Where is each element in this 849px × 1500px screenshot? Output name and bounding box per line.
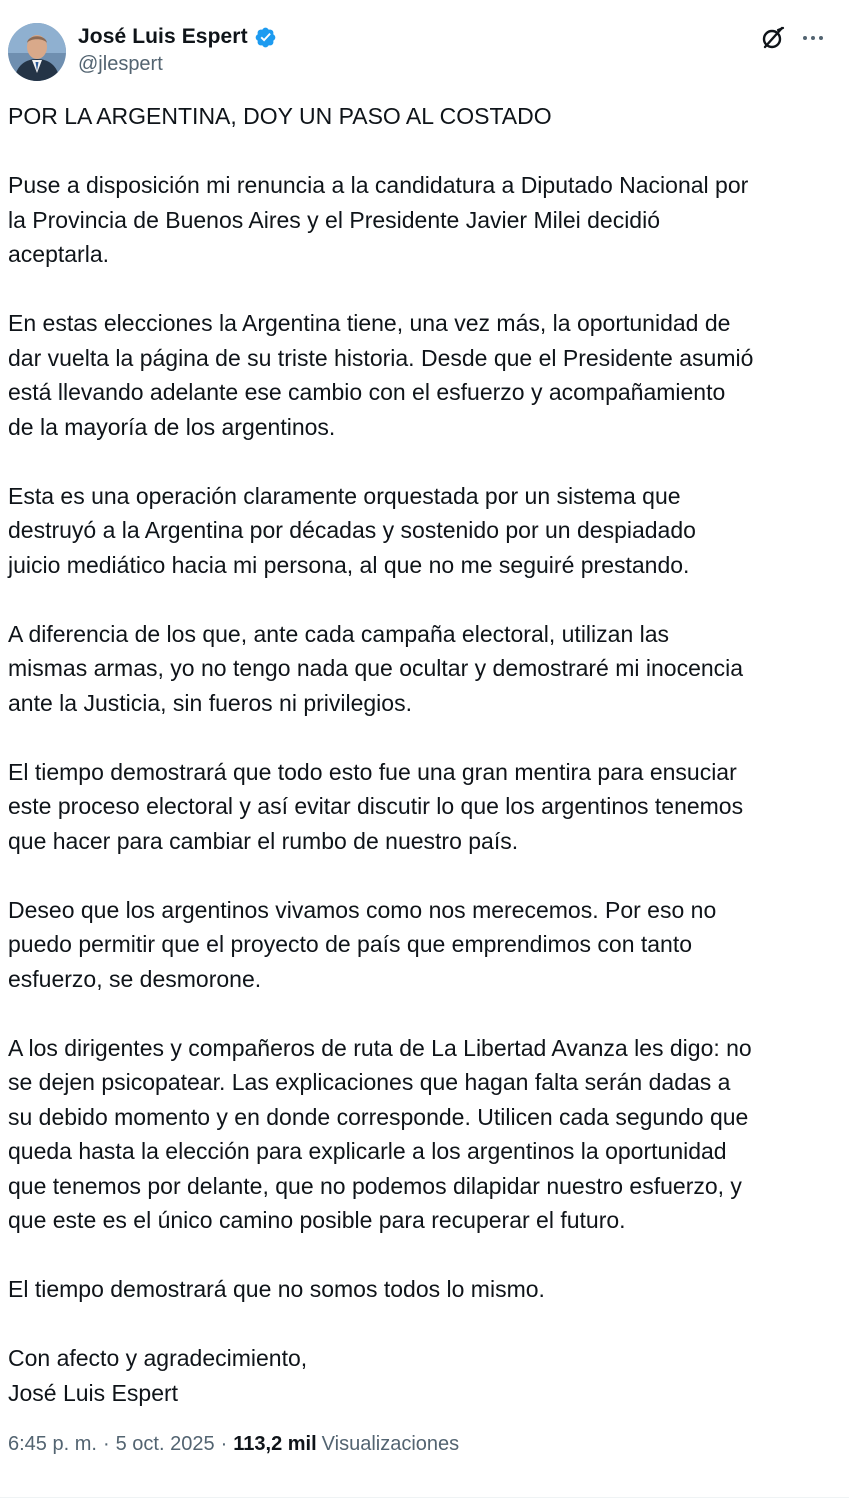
tweet-paragraph: Puse a disposición mi renuncia a la candidatura a Diputado Nacional por la Provincia de Buenos Aires y el Presidente Javier Milei decidió aceptarla. [8,172,749,267]
tweet-timestamp[interactable]: 6:45 p. m. [8,1433,97,1455]
grok-icon [760,25,786,51]
meta-separator: · [102,1433,110,1455]
author-handle[interactable]: @jlespert [78,53,163,75]
tweet-paragraph: En estas elecciones la Argentina tiene, una vez más, la oportunidad de dar vuelta la página de su triste historia. Desde que el Presidente asumió está llevando adelante ese cambio con el esfuerzo y acompañamiento de la mayoría de los argentinos. [8,310,754,440]
tweet-paragraph: El tiempo demostrará que no somos todos lo mismo. [8,1276,545,1302]
tweet-date[interactable]: 5 oct. 2025 [115,1433,215,1455]
tweet-paragraph: Deseo que los argentinos vivamos como nos merecemos. Por eso no puedo permitir que el proyecto de país que emprendimos con tanto esfuerzo, se desmorone. [8,896,717,992]
tweet-paragraph-headline: POR LA ARGENTINA, DOY UN PASO AL COSTADO [8,103,552,129]
author-name-row[interactable] [78,22,277,52]
divider [0,1497,849,1498]
views-count: 113,2 mil [233,1433,317,1455]
author-names [78,22,277,76]
author-display-name[interactable]: José Luis Espert [78,25,248,48]
views-label: Visualizaciones [321,1433,460,1455]
tweet-paragraph: A los dirigentes y compañeros de ruta de La Libertad Avanza les digo: no se dejen psicopatear. Las explicaciones que hagan falta serán dadas a su debido momento y en donde corresponde. Utilicen cada segundo que queda hasta la elección para explicarle a los argentinos la oportunidad que tenemos por delante, que no podemos dilapidar nuestro esfuerzo, y que este es el único camino posible para recuperar el futuro. [8,1034,752,1233]
tweet-meta [8,1433,459,1456]
more-options-button[interactable] [797,22,829,54]
tweet-paragraph: Esta es una operación claramente orquestada por un sistema que destruyó a la Argentina por décadas y sostenido por un despiadado juicio mediático hacia mi persona, al que no me seguiré prestando. [8,482,696,578]
tweet-paragraph: A diferencia de los que, ante cada campaña electoral, utilizan las mismas armas, yo no tengo nada que ocultar y demostraré mi inocencia ante la Justicia, sin fueros ni privilegios. [8,620,744,716]
tweet-paragraph: El tiempo demostrará que todo esto fue una gran mentira para ensuciar este proceso electoral y así evitar discutir lo que los argentinos tenemos que hacer para cambiar el rumbo de nuestro país. [8,758,744,854]
verified-badge-icon[interactable] [254,26,277,49]
more-horizontal-icon [801,26,825,50]
avatar[interactable] [8,23,66,81]
tweet-paragraph-signature: Con afecto y agradecimiento, José Luis Espert [8,1345,308,1406]
tweet-text [8,99,838,1410]
grok-button[interactable] [757,22,789,54]
meta-separator: · [220,1433,228,1455]
tweet-header [8,20,841,82]
header-actions [757,22,829,54]
avatar-image [8,23,66,81]
